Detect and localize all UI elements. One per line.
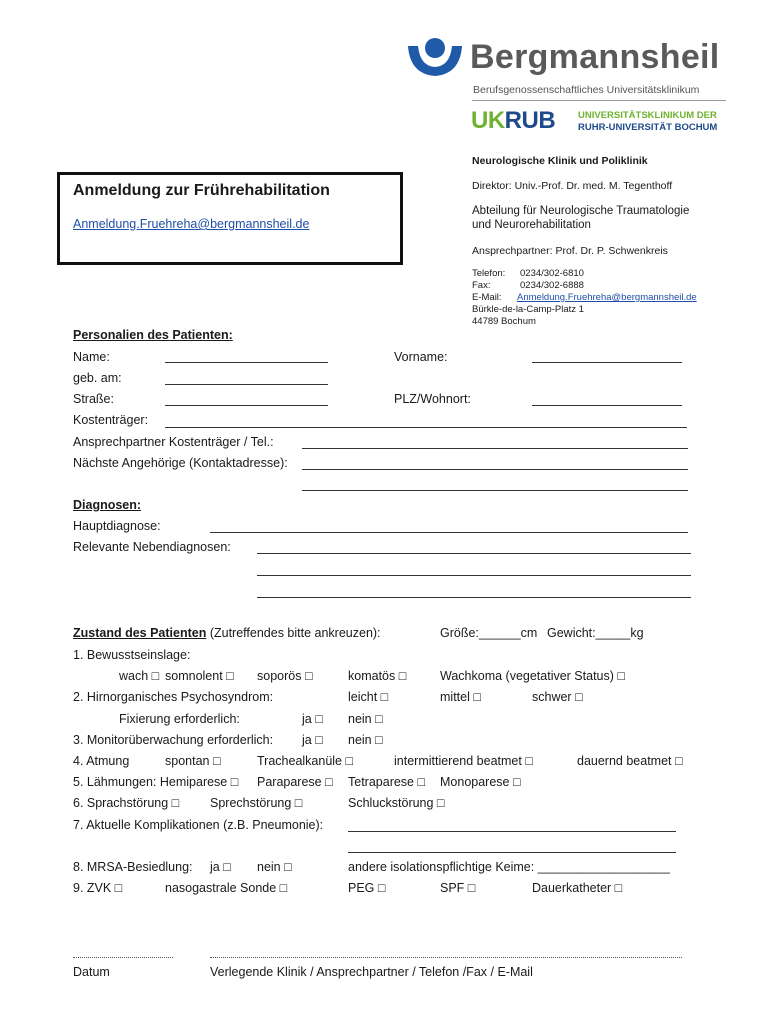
mrsa-ja-checkbox[interactable]: ja □ [210, 860, 231, 874]
mrsa-label: 8. MRSA-Besiedlung: [73, 860, 193, 874]
hauptdiagnose-label: Hauptdiagnose: [73, 519, 161, 533]
monitor-ja-checkbox[interactable]: ja □ [302, 733, 323, 747]
logo-divider [472, 100, 726, 101]
monitor-label: 3. Monitorüberwachung erforderlich: [73, 733, 274, 747]
schluckstoerung-checkbox[interactable]: Schluckstörung □ [348, 796, 445, 810]
sonde-checkbox[interactable]: nasogastrale Sonde □ [165, 881, 288, 895]
department-line1: Abteilung für Neurologische Traumatologie [472, 205, 690, 217]
geb-label: geb. am: [73, 371, 122, 385]
angeh-label: Nächste Angehörige (Kontaktadresse): [73, 456, 288, 470]
klinik-field[interactable] [210, 957, 682, 958]
fixierung-ja-checkbox[interactable]: ja □ [302, 712, 323, 726]
ansprech-label: Ansprechpartner Kostenträger / Tel.: [73, 435, 274, 449]
dauernd-checkbox[interactable]: dauernd beatmet □ [577, 754, 683, 768]
hauptdiagnose-field[interactable] [210, 532, 688, 533]
ukrub-line1: UNIVERSITÄTSKLINIKUM DER [578, 110, 717, 121]
ukrub-logo: UKRUB [471, 107, 556, 134]
email-link[interactable]: Anmeldung.Fruehreha@bergmannsheil.de [517, 292, 697, 303]
plz-field[interactable] [532, 405, 682, 406]
zustand-title: Zustand des Patienten [73, 626, 207, 640]
sprechstoerung-checkbox[interactable]: Sprechstörung □ [210, 796, 303, 810]
klinik-label: Verlegende Klinik / Ansprechpartner / Telefon /Fax / E-Mail [210, 965, 533, 979]
gewicht-field[interactable]: Gewicht:_____kg [547, 626, 644, 640]
groesse-field[interactable]: Größe:______cm [440, 626, 538, 640]
fixierung-label: Fixierung erforderlich: [119, 712, 240, 726]
spontan-checkbox[interactable]: spontan □ [165, 754, 221, 768]
city: 44789 Bochum [472, 316, 536, 327]
datum-label: Datum [73, 965, 110, 979]
wachkoma-checkbox[interactable]: Wachkoma (vegetativer Status) □ [440, 669, 625, 683]
bewusstsein-label: 1. Bewusstseinslage: [73, 648, 191, 662]
name-field[interactable] [165, 362, 328, 363]
sprachstoerung-checkbox[interactable]: 6. Sprachstörung □ [73, 796, 180, 810]
leicht-checkbox[interactable]: leicht □ [348, 690, 389, 704]
tetraparese-checkbox[interactable]: Tetraparese □ [348, 775, 426, 789]
vorname-label: Vorname: [394, 350, 448, 364]
director: Direktor: Univ.-Prof. Dr. med. M. Tegenthoff [472, 180, 673, 192]
keime-field[interactable]: andere isolationspflichtige Keime: ___________________ [348, 860, 670, 874]
logo-subtitle: Berufsgenossenschaftliches Universitätsklinikum [473, 84, 700, 96]
nebendiagnose-field-1[interactable] [257, 553, 691, 554]
fax-value: 0234/302-6888 [520, 280, 584, 291]
komplikationen-field-2[interactable] [348, 852, 676, 853]
strasse-field[interactable] [165, 405, 328, 406]
mrsa-nein-checkbox[interactable]: nein □ [257, 860, 292, 874]
fixierung-nein-checkbox[interactable]: nein □ [348, 712, 383, 726]
street: Bürkle-de-la-Camp-Platz 1 [472, 304, 584, 315]
psychosyndrom-label: 2. Hirnorganisches Psychosyndrom: [73, 690, 274, 704]
komplikationen-label: 7. Aktuelle Komplikationen (z.B. Pneumonie): [73, 818, 324, 832]
paraparese-checkbox[interactable]: Paraparese □ [257, 775, 333, 789]
fax-label: Fax: [472, 280, 491, 291]
angeh-field-2[interactable] [302, 490, 688, 491]
form-title: Anmeldung zur Frührehabilitation [73, 182, 330, 199]
clinic-name: Neurologische Klinik und Poliklinik [472, 155, 648, 167]
name-label: Name: [73, 350, 110, 364]
email-label: E-Mail: [472, 292, 502, 303]
trachealkanuele-checkbox[interactable]: Trachealkanüle □ [257, 754, 354, 768]
monoparese-checkbox[interactable]: Monoparese □ [440, 775, 521, 789]
ukrub-line2: RUHR-UNIVERSITÄT BOCHUM [578, 122, 718, 133]
tel-value: 0234/302-6810 [520, 268, 584, 279]
intermittierend-checkbox[interactable]: intermittierend beatmet □ [394, 754, 533, 768]
nebendiagnose-label: Relevante Nebendiagnosen: [73, 540, 231, 554]
schwer-checkbox[interactable]: schwer □ [532, 690, 583, 704]
logo-name: Bergmannsheil [470, 38, 720, 76]
section-diagnosen: Diagnosen: [73, 498, 142, 512]
tel-label: Telefon: [472, 268, 506, 279]
nebendiagnose-field-2[interactable] [257, 575, 691, 576]
plz-label: PLZ/Wohnort: [394, 392, 471, 406]
hemiparese-checkbox[interactable]: 5. Lähmungen: Hemiparese □ [73, 775, 239, 789]
wach-checkbox[interactable]: wach □ [119, 669, 160, 683]
monitor-nein-checkbox[interactable]: nein □ [348, 733, 383, 747]
angeh-field[interactable] [302, 469, 688, 470]
logo-icon [406, 36, 464, 80]
nebendiagnose-field-3[interactable] [257, 597, 691, 598]
strasse-label: Straße: [73, 392, 114, 406]
atmung-label: 4. Atmung [73, 754, 130, 768]
zvk-checkbox[interactable]: 9. ZVK □ [73, 881, 123, 895]
geb-field[interactable] [165, 384, 328, 385]
mittel-checkbox[interactable]: mittel □ [440, 690, 481, 704]
dauerkatheter-checkbox[interactable]: Dauerkatheter □ [532, 881, 623, 895]
soporoes-checkbox[interactable]: soporös □ [257, 669, 313, 683]
peg-checkbox[interactable]: PEG □ [348, 881, 386, 895]
section-personal: Personalien des Patienten: [73, 328, 233, 342]
zustand-hint: (Zutreffendes bitte ankreuzen): [206, 626, 381, 640]
department-line2: und Neurorehabilitation [472, 219, 591, 231]
vorname-field[interactable] [532, 362, 682, 363]
ansprech-field[interactable] [302, 448, 688, 449]
kosten-field[interactable] [165, 427, 687, 428]
komplikationen-field-1[interactable] [348, 831, 676, 832]
datum-field[interactable] [73, 957, 173, 958]
contact-person: Ansprechpartner: Prof. Dr. P. Schwenkreis [472, 245, 668, 257]
zustand-heading [73, 626, 381, 640]
title-email-link[interactable]: Anmeldung.Fruehreha@bergmannsheil.de [73, 217, 310, 231]
kosten-label: Kostenträger: [73, 413, 149, 427]
komatoes-checkbox[interactable]: komatös □ [348, 669, 407, 683]
spf-checkbox[interactable]: SPF □ [440, 881, 476, 895]
somnolent-checkbox[interactable]: somnolent □ [165, 669, 234, 683]
